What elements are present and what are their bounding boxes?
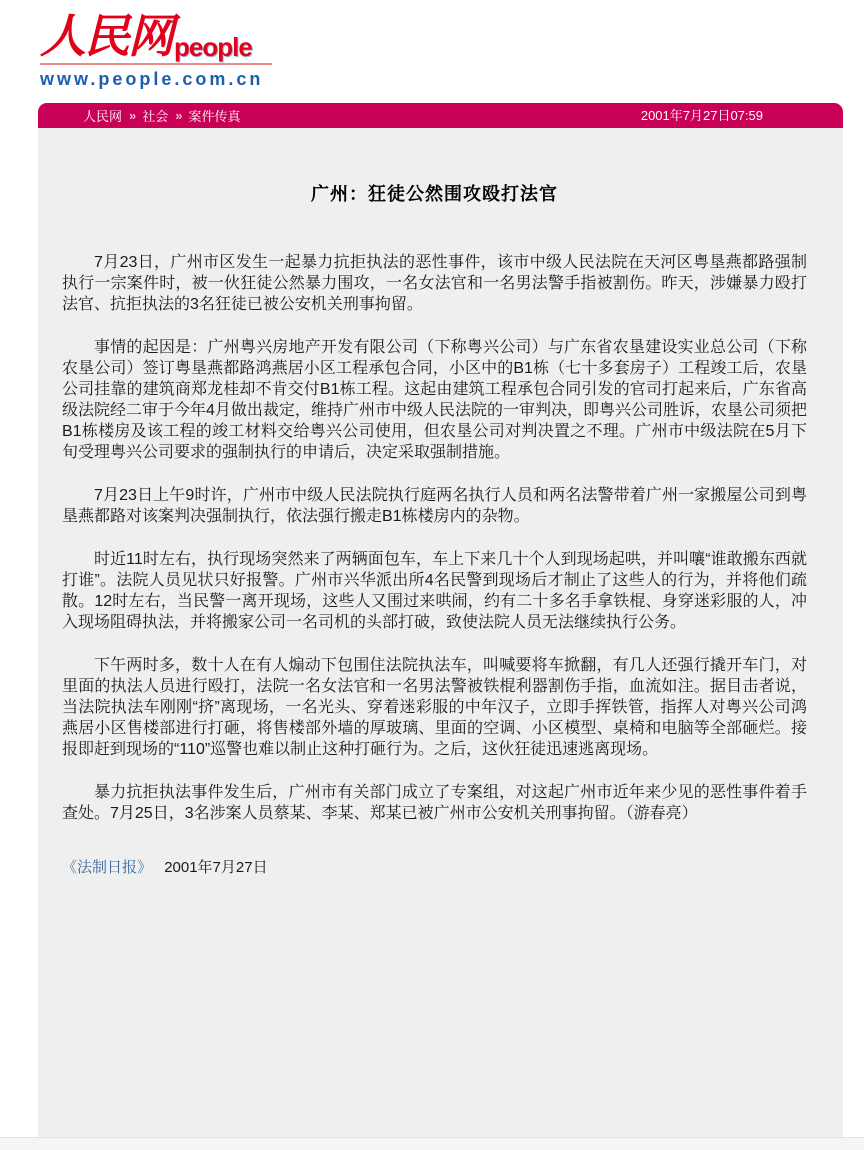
breadcrumb-link-society[interactable]: 社会	[142, 109, 169, 124]
article-container	[38, 128, 843, 1137]
breadcrumb-bar	[38, 103, 843, 128]
breadcrumb-link-case-news[interactable]: 案件传真	[188, 109, 241, 124]
article-title: 广州：狂徒公然围攻殴打法官	[311, 184, 558, 204]
logo-underline	[40, 63, 272, 65]
logo-english-text: people	[174, 32, 252, 62]
logo-chinese-text: 人民网	[40, 11, 172, 62]
article-paragraph: 下午两时多，数十人在有人煽动下包围住法院执法车，叫喊要将车掀翻，有几人还强行撬开车门，对里面的执法人员进行殴打，法院一名女法官和一名男法警被铁棍利器割伤手指，血流如注。据目击者说，当法院执法车刚刚“挤”离现场，一名光头、穿着迷彩服的中年汉子，立即手挥铁管，指挥人对粤兴公司鸿燕居小区售楼部进行打砸，将售楼部外墙的厚玻璃、里面的空调、小区模型、桌椅和电脑等全部砸烂。接报即赶到现场的“110”巡警也难以制止这种打砸行为。之后，这伙狂徒迅速逃离现场。	[62, 657, 807, 758]
site-logo[interactable]	[40, 2, 275, 90]
breadcrumb	[83, 106, 241, 125]
article-paragraph: 暴力抗拒执法事件发生后，广州市有关部门成立了专案组，对这起广州市近年来少见的恶性事件着手查处。7月25日，3名涉案人员蔡某、李某、郑某已被广州市公安机关刑事拘留。（游春亮）	[62, 784, 807, 822]
article-paragraph: 7月23日，广州市区发生一起暴力抗拒执法的恶性事件，该市中级人民法院在天河区粤垦燕都路强制执行一宗案件时，被一伙狂徒公然暴力围攻，一名女法官和一名男法警手指被割伤。昨天，涉嫌暴力殴打法官、抗拒执法的3名狂徒已被公安机关刑事拘留。	[62, 254, 807, 313]
page-bottom-strip	[0, 1137, 864, 1150]
article-paragraph: 事情的起因是：广州粤兴房地产开发有限公司（下称粤兴公司）与广东省农垦建设实业总公司（下称农垦公司）签订粤垦燕都路鸿燕居小区工程承包合同，小区中的B1栋（七十多套房子）工程竣工后，农垦公司挂靠的建筑商郑龙桂却不肯交付B1栋工程。这起由建筑工程承包合同引发的官司打起来后，广东省高级法院经二审于今年4月做出裁定，维持广州市中级人民法院的一审判决，即粤兴公司胜诉，农垦公司须把B1栋楼房及该工程的竣工材料交给粤兴公司使用，但农垦公司对判决置之不理。广州市中级法院在5月下旬受理粤兴公司要求的强制执行的申请后，决定采取强制措施。	[62, 339, 807, 461]
breadcrumb-separator-icon: »	[129, 108, 136, 123]
article-paragraph: 7月23日上午9时许，广州市中级人民法院执行庭两名执行人员和两名法警带着广州一家搬屋公司到粤垦燕都路对该案判决强制执行，依法强行搬走B1栋楼房内的杂物。	[62, 487, 807, 525]
site-url[interactable]: www.people.com.cn	[40, 69, 264, 89]
page-header	[0, 0, 864, 103]
article-paragraph: 时近11时左右，执行现场突然来了两辆面包车，车上下来几十个人到现场起哄，并叫嚷“谁敢搬东西就打谁”。法院人员见状只好报警。广州市兴华派出所4名民警到现场后才制止了这些人的行为，并将他们疏散。12时左右，当民警一离开现场，这些人又围过来哄闹，约有二十多名手拿铁棍、身穿迷彩服的人，冲入现场阻碍执法，并将搬家公司一名司机的头部打破，致使法院人员无法继续执行公务。	[62, 551, 807, 631]
breadcrumb-link-home[interactable]: 人民网	[83, 109, 123, 124]
source-publication-link[interactable]: 《法制日报》	[62, 859, 153, 876]
source-date: 2001年7月27日	[164, 859, 268, 876]
breadcrumb-separator-icon: »	[175, 108, 182, 123]
article-datetime: 2001年7月27日07:59	[640, 108, 763, 123]
source-line	[62, 856, 807, 877]
article	[62, 180, 807, 877]
